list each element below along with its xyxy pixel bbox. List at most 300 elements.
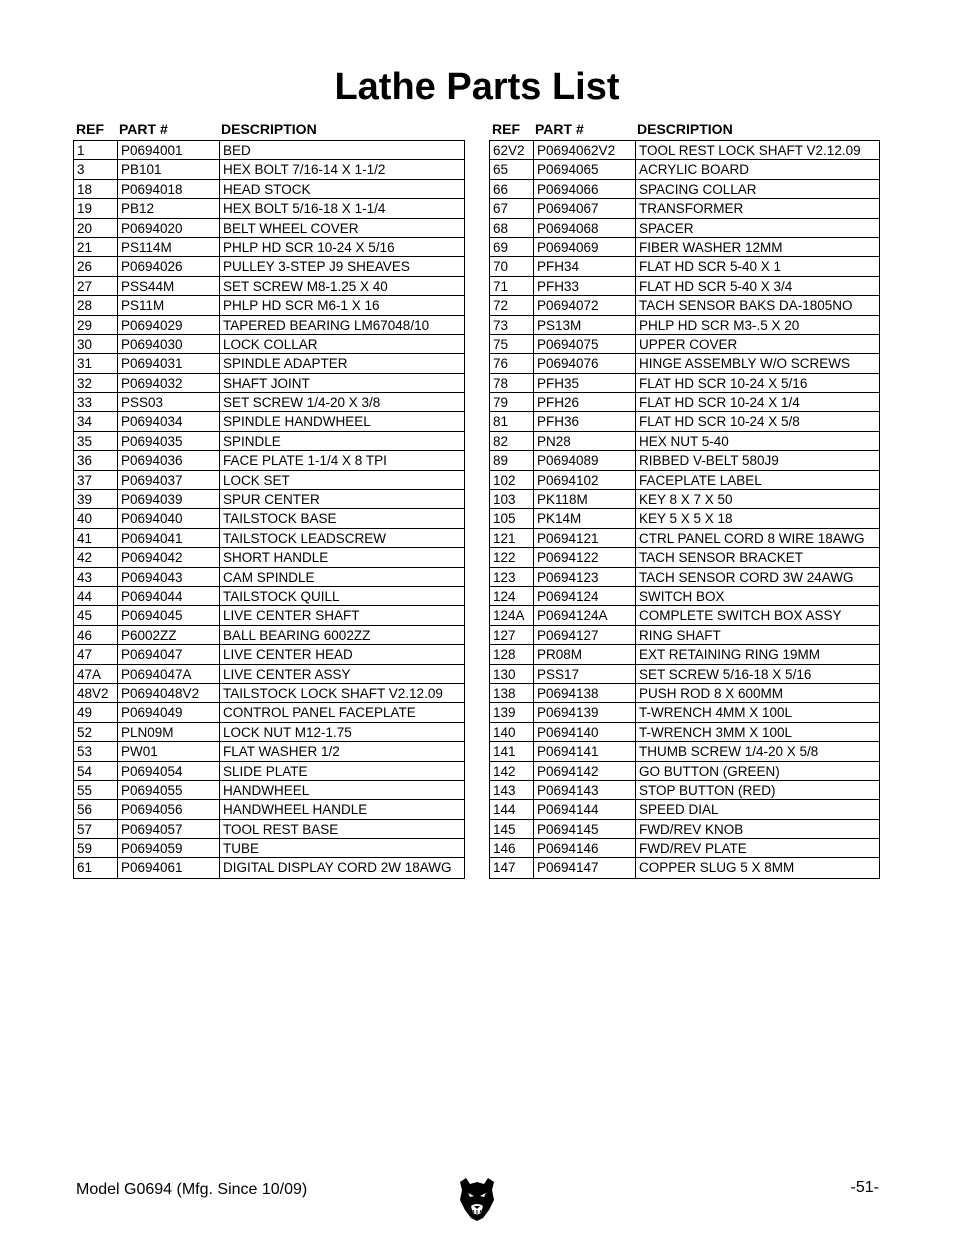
ref-cell: 78 [493, 375, 509, 391]
table-row [490, 374, 879, 393]
description-cell: T-WRENCH 3MM X 100L [635, 723, 879, 741]
part-number-cell: P0694072 [533, 296, 635, 314]
description-cell: SET SCREW 5/16-18 X 5/16 [635, 665, 879, 683]
ref-cell: 66 [493, 181, 509, 197]
table-row [490, 606, 879, 625]
table-row [74, 296, 464, 315]
table-row [74, 509, 464, 528]
table-row [74, 354, 464, 373]
table-row [74, 199, 464, 218]
ref-cell: 32 [77, 375, 93, 391]
ref-cell: 40 [77, 511, 93, 527]
table-row [490, 587, 879, 606]
table-row [490, 820, 879, 839]
ref-cell: 124 [493, 588, 516, 604]
header-description: DESCRIPTION [221, 121, 317, 137]
description-cell: TAILSTOCK LOCK SHAFT V2.12.09 [219, 684, 464, 702]
table-header [73, 118, 465, 140]
description-cell: SPACER [635, 219, 879, 237]
description-cell: FACEPLATE LABEL [635, 471, 879, 489]
table-row [490, 316, 879, 335]
description-cell: RIBBED V-BELT 580J9 [635, 451, 879, 469]
ref-cell: 72 [493, 298, 509, 314]
part-number-cell: PS11M [117, 296, 219, 314]
part-number-cell: P0694055 [117, 781, 219, 799]
header-part: PART # [119, 121, 168, 137]
description-cell: HEX BOLT 5/16-18 X 1-1/4 [219, 199, 464, 217]
ref-cell: 144 [493, 802, 516, 818]
ref-cell: 124A [493, 608, 525, 624]
table-row [74, 471, 464, 490]
part-number-cell: P0694026 [117, 257, 219, 275]
table-row [490, 335, 879, 354]
table-row [74, 762, 464, 781]
ref-cell: 52 [77, 724, 93, 740]
ref-cell: 36 [77, 453, 93, 469]
ref-cell: 3 [77, 162, 85, 178]
part-number-cell: P0694066 [533, 180, 635, 198]
ref-cell: 61 [77, 860, 93, 876]
description-cell: TRANSFORMER [635, 199, 879, 217]
part-number-cell: PK14M [533, 509, 635, 527]
table-row [74, 451, 464, 470]
ref-cell: 37 [77, 472, 93, 488]
ref-cell: 146 [493, 841, 516, 857]
description-cell: SPINDLE ADAPTER [219, 354, 464, 372]
description-cell: LOCK SET [219, 471, 464, 489]
description-cell: HEAD STOCK [219, 180, 464, 198]
part-number-cell: P0694144 [533, 800, 635, 818]
part-number-cell: P0694123 [533, 568, 635, 586]
part-number-cell: P0694102 [533, 471, 635, 489]
part-number-cell: P0694020 [117, 219, 219, 237]
table-row [74, 374, 464, 393]
part-number-cell: P0694032 [117, 374, 219, 392]
description-cell: SPUR CENTER [219, 490, 464, 508]
ref-cell: 147 [493, 860, 516, 876]
description-cell: PHLP HD SCR M3-.5 X 20 [635, 316, 879, 334]
description-cell: DIGITAL DISPLAY CORD 2W 18AWG [219, 858, 464, 877]
description-cell: PULLEY 3-STEP J9 SHEAVES [219, 257, 464, 275]
table-row [74, 626, 464, 645]
table-row [490, 800, 879, 819]
description-cell: PHLP HD SCR 10-24 X 5/16 [219, 238, 464, 256]
part-number-cell: P0694124A [533, 606, 635, 624]
table-row [74, 490, 464, 509]
ref-cell: 47 [77, 647, 93, 663]
table-row [74, 316, 464, 335]
ref-cell: 128 [493, 647, 516, 663]
description-cell: HEX BOLT 7/16-14 X 1-1/2 [219, 160, 464, 178]
page-number: -51- [850, 1179, 879, 1196]
part-number-cell: P0694041 [117, 529, 219, 547]
part-number-cell: P0694039 [117, 490, 219, 508]
table-row [74, 219, 464, 238]
table-row [74, 277, 464, 296]
table-row [74, 839, 464, 858]
table-row [490, 509, 879, 528]
ref-cell: 39 [77, 492, 93, 508]
ref-cell: 44 [77, 588, 93, 604]
description-cell: KEY 8 X 7 X 50 [635, 490, 879, 508]
ref-cell: 123 [493, 569, 516, 585]
ref-cell: 82 [493, 433, 509, 449]
table-row [74, 645, 464, 664]
description-cell: SET SCREW M8-1.25 X 40 [219, 277, 464, 295]
part-number-cell: PFH26 [533, 393, 635, 411]
description-cell: SET SCREW 1/4-20 X 3/8 [219, 393, 464, 411]
ref-cell: 45 [77, 608, 93, 624]
table-row [490, 781, 879, 800]
description-cell: FLAT HD SCR 10-24 X 5/16 [635, 374, 879, 392]
ref-cell: 89 [493, 453, 509, 469]
part-number-cell: P0694141 [533, 742, 635, 760]
part-number-cell: P0694145 [533, 820, 635, 838]
ref-cell: 49 [77, 705, 93, 721]
part-number-cell: P0694089 [533, 451, 635, 469]
table-row [490, 393, 879, 412]
part-number-cell: P0694142 [533, 762, 635, 780]
description-cell: THUMB SCREW 1/4-20 X 5/8 [635, 742, 879, 760]
table-row [490, 199, 879, 218]
part-number-cell: P0694034 [117, 412, 219, 430]
description-cell: LIVE CENTER ASSY [219, 665, 464, 683]
header-part: PART # [535, 121, 584, 137]
table-row [490, 548, 879, 567]
description-cell: TUBE [219, 839, 464, 857]
part-number-cell: P0694029 [117, 316, 219, 334]
part-number-cell: P0694042 [117, 548, 219, 566]
description-cell: KEY 5 X 5 X 18 [635, 509, 879, 527]
part-number-cell: PK118M [533, 490, 635, 508]
ref-cell: 81 [493, 414, 509, 430]
description-cell: SPINDLE [219, 432, 464, 450]
header-ref: REF [76, 121, 104, 137]
table-row [490, 141, 879, 160]
ref-cell: 46 [77, 627, 93, 643]
description-cell: HANDWHEEL [219, 781, 464, 799]
table-row [74, 238, 464, 257]
description-cell: T-WRENCH 4MM X 100L [635, 703, 879, 721]
description-cell: FLAT HD SCR 5-40 X 3/4 [635, 277, 879, 295]
ref-cell: 56 [77, 802, 93, 818]
ref-cell: 18 [77, 181, 93, 197]
description-cell: TAILSTOCK QUILL [219, 587, 464, 605]
description-cell: TAILSTOCK LEADSCREW [219, 529, 464, 547]
table-row [74, 606, 464, 625]
part-number-cell: P0694043 [117, 568, 219, 586]
table-row [490, 257, 879, 276]
table-row [490, 354, 879, 373]
table-row [490, 160, 879, 179]
ref-cell: 29 [77, 317, 93, 333]
table-row [74, 568, 464, 587]
ref-cell: 105 [493, 511, 516, 527]
ref-cell: 35 [77, 433, 93, 449]
description-cell: COMPLETE SWITCH BOX ASSY [635, 606, 879, 624]
table-body [489, 140, 880, 879]
ref-cell: 43 [77, 569, 93, 585]
ref-cell: 54 [77, 763, 93, 779]
table-row [490, 858, 879, 877]
part-number-cell: PS13M [533, 316, 635, 334]
ref-cell: 48V2 [77, 685, 109, 701]
part-number-cell: PS114M [117, 238, 219, 256]
table-row [74, 335, 464, 354]
part-number-cell: PW01 [117, 742, 219, 760]
table-row [74, 820, 464, 839]
part-number-cell: P0694047 [117, 645, 219, 663]
part-number-cell: PN28 [533, 432, 635, 450]
description-cell: FWD/REV PLATE [635, 839, 879, 857]
part-number-cell: PR08M [533, 645, 635, 663]
ref-cell: 26 [77, 259, 93, 275]
ref-cell: 142 [493, 763, 516, 779]
parts-table-left [73, 118, 465, 879]
table-row [490, 742, 879, 761]
table-row [74, 257, 464, 276]
description-cell: FLAT WASHER 1/2 [219, 742, 464, 760]
description-cell: SLIDE PLATE [219, 762, 464, 780]
table-row [490, 626, 879, 645]
description-cell: CAM SPINDLE [219, 568, 464, 586]
ref-cell: 138 [493, 685, 516, 701]
page-title: Lathe Parts List [334, 66, 620, 108]
part-number-cell: P0694139 [533, 703, 635, 721]
ref-cell: 1 [77, 143, 85, 158]
table-row [490, 529, 879, 548]
table-row [490, 451, 879, 470]
description-cell: TACH SENSOR BRACKET [635, 548, 879, 566]
part-number-cell: P0694127 [533, 626, 635, 644]
ref-cell: 79 [493, 395, 509, 411]
part-number-cell: PSS03 [117, 393, 219, 411]
ref-cell: 68 [493, 220, 509, 236]
table-row [74, 858, 464, 877]
ref-cell: 141 [493, 744, 516, 760]
table-row [490, 762, 879, 781]
description-cell: BED [219, 141, 464, 159]
part-number-cell: PFH34 [533, 257, 635, 275]
table-row [490, 665, 879, 684]
table-row [490, 723, 879, 742]
part-number-cell: P0694054 [117, 762, 219, 780]
table-row [490, 432, 879, 451]
table-body [73, 140, 465, 879]
description-cell: BALL BEARING 6002ZZ [219, 626, 464, 644]
part-number-cell: P0694146 [533, 839, 635, 857]
ref-cell: 65 [493, 162, 509, 178]
ref-cell: 53 [77, 744, 93, 760]
part-number-cell: PFH33 [533, 277, 635, 295]
ref-cell: 62V2 [493, 143, 525, 158]
ref-cell: 31 [77, 356, 93, 372]
part-number-cell: P0694048V2 [117, 684, 219, 702]
description-cell: HINGE ASSEMBLY W/O SCREWS [635, 354, 879, 372]
part-number-cell: P0694031 [117, 354, 219, 372]
ref-cell: 57 [77, 821, 93, 837]
description-cell: HANDWHEEL HANDLE [219, 800, 464, 818]
part-number-cell: PSS17 [533, 665, 635, 683]
ref-cell: 145 [493, 821, 516, 837]
part-number-cell: P0694065 [533, 160, 635, 178]
part-number-cell: P0694056 [117, 800, 219, 818]
part-number-cell: P0694036 [117, 451, 219, 469]
description-cell: LIVE CENTER HEAD [219, 645, 464, 663]
table-row [74, 432, 464, 451]
part-number-cell: PB101 [117, 160, 219, 178]
ref-cell: 122 [493, 550, 516, 566]
part-number-cell: P0694138 [533, 684, 635, 702]
table-row [74, 587, 464, 606]
description-cell: TOOL REST BASE [219, 820, 464, 838]
part-number-cell: P0694068 [533, 219, 635, 237]
grizzly-bear-icon [456, 1176, 498, 1222]
ref-cell: 67 [493, 201, 509, 217]
ref-cell: 121 [493, 530, 516, 546]
part-number-cell: PLN09M [117, 723, 219, 741]
table-row [490, 238, 879, 257]
table-row [490, 645, 879, 664]
description-cell: EXT RETAINING RING 19MM [635, 645, 879, 663]
ref-cell: 127 [493, 627, 516, 643]
ref-cell: 102 [493, 472, 516, 488]
ref-cell: 27 [77, 278, 93, 294]
description-cell: FIBER WASHER 12MM [635, 238, 879, 256]
table-row [74, 160, 464, 179]
part-number-cell: P0694059 [117, 839, 219, 857]
description-cell: COPPER SLUG 5 X 8MM [635, 858, 879, 877]
table-row [490, 219, 879, 238]
parts-table-right [489, 118, 880, 879]
table-row [74, 800, 464, 819]
description-cell: FLAT HD SCR 5-40 X 1 [635, 257, 879, 275]
description-cell: LIVE CENTER SHAFT [219, 606, 464, 624]
description-cell: PUSH ROD 8 X 600MM [635, 684, 879, 702]
description-cell: FLAT HD SCR 10-24 X 5/8 [635, 412, 879, 430]
header-description: DESCRIPTION [637, 121, 733, 137]
part-number-cell: P0694124 [533, 587, 635, 605]
part-number-cell: P0694049 [117, 703, 219, 721]
table-row [74, 548, 464, 567]
part-number-cell: P0694143 [533, 781, 635, 799]
ref-cell: 41 [77, 530, 93, 546]
ref-cell: 20 [77, 220, 93, 236]
table-row [74, 723, 464, 742]
ref-cell: 47A [77, 666, 102, 682]
part-number-cell: P0694047A [117, 665, 219, 683]
description-cell: ACRYLIC BOARD [635, 160, 879, 178]
description-cell: SPINDLE HANDWHEEL [219, 412, 464, 430]
description-cell: FLAT HD SCR 10-24 X 1/4 [635, 393, 879, 411]
table-row [490, 568, 879, 587]
part-number-cell: P0694044 [117, 587, 219, 605]
part-number-cell: P0694037 [117, 471, 219, 489]
ref-cell: 30 [77, 336, 93, 352]
description-cell: SHORT HANDLE [219, 548, 464, 566]
ref-cell: 143 [493, 782, 516, 798]
part-number-cell: P0694075 [533, 335, 635, 353]
ref-cell: 139 [493, 705, 516, 721]
ref-cell: 103 [493, 492, 516, 508]
description-cell: BELT WHEEL COVER [219, 219, 464, 237]
ref-cell: 76 [493, 356, 509, 372]
part-number-cell: PFH35 [533, 374, 635, 392]
part-number-cell: P0694122 [533, 548, 635, 566]
description-cell: RING SHAFT [635, 626, 879, 644]
ref-cell: 33 [77, 395, 93, 411]
description-cell: TACH SENSOR CORD 3W 24AWG [635, 568, 879, 586]
description-cell: TAILSTOCK BASE [219, 509, 464, 527]
part-number-cell: P0694076 [533, 354, 635, 372]
part-number-cell: P0694061 [117, 858, 219, 877]
ref-cell: 71 [493, 278, 509, 294]
part-number-cell: P0694040 [117, 509, 219, 527]
ref-cell: 42 [77, 550, 93, 566]
part-number-cell: P0694121 [533, 529, 635, 547]
description-cell: TAPERED BEARING LM67048/10 [219, 316, 464, 334]
ref-cell: 59 [77, 841, 93, 857]
part-number-cell: P0694001 [117, 141, 219, 159]
table-row [74, 180, 464, 199]
ref-cell: 28 [77, 298, 93, 314]
part-number-cell: P0694069 [533, 238, 635, 256]
description-cell: UPPER COVER [635, 335, 879, 353]
table-row [490, 180, 879, 199]
model-footer: Model G0694 (Mfg. Since 10/09) [76, 1181, 308, 1198]
part-number-cell: P0694067 [533, 199, 635, 217]
ref-cell: 55 [77, 782, 93, 798]
header-ref: REF [492, 121, 520, 137]
description-cell: CTRL PANEL CORD 8 WIRE 18AWG [635, 529, 879, 547]
part-number-cell: P0694062V2 [533, 141, 635, 159]
table-row [74, 393, 464, 412]
ref-cell: 75 [493, 336, 509, 352]
table-row [74, 141, 464, 160]
table-row [74, 684, 464, 703]
table-row [490, 471, 879, 490]
part-number-cell: PFH36 [533, 412, 635, 430]
description-cell: CONTROL PANEL FACEPLATE [219, 703, 464, 721]
description-cell: GO BUTTON (GREEN) [635, 762, 879, 780]
description-cell: SHAFT JOINT [219, 374, 464, 392]
part-number-cell: P0694140 [533, 723, 635, 741]
part-number-cell: PSS44M [117, 277, 219, 295]
table-row [74, 665, 464, 684]
part-number-cell: P0694018 [117, 180, 219, 198]
table-row [74, 742, 464, 761]
ref-cell: 70 [493, 259, 509, 275]
description-cell: STOP BUTTON (RED) [635, 781, 879, 799]
description-cell: FACE PLATE 1-1/4 X 8 TPI [219, 451, 464, 469]
table-row [490, 684, 879, 703]
description-cell: SWITCH BOX [635, 587, 879, 605]
table-row [490, 839, 879, 858]
description-cell: SPEED DIAL [635, 800, 879, 818]
description-cell: LOCK NUT M12-1.75 [219, 723, 464, 741]
part-number-cell: P0694045 [117, 606, 219, 624]
table-row [490, 412, 879, 431]
table-header [489, 118, 880, 140]
ref-cell: 69 [493, 239, 509, 255]
part-number-cell: P0694057 [117, 820, 219, 838]
part-number-cell: P0694030 [117, 335, 219, 353]
table-row [490, 277, 879, 296]
table-row [74, 412, 464, 431]
part-number-cell: PB12 [117, 199, 219, 217]
description-cell: TOOL REST LOCK SHAFT V2.12.09 [635, 141, 879, 159]
ref-cell: 34 [77, 414, 93, 430]
